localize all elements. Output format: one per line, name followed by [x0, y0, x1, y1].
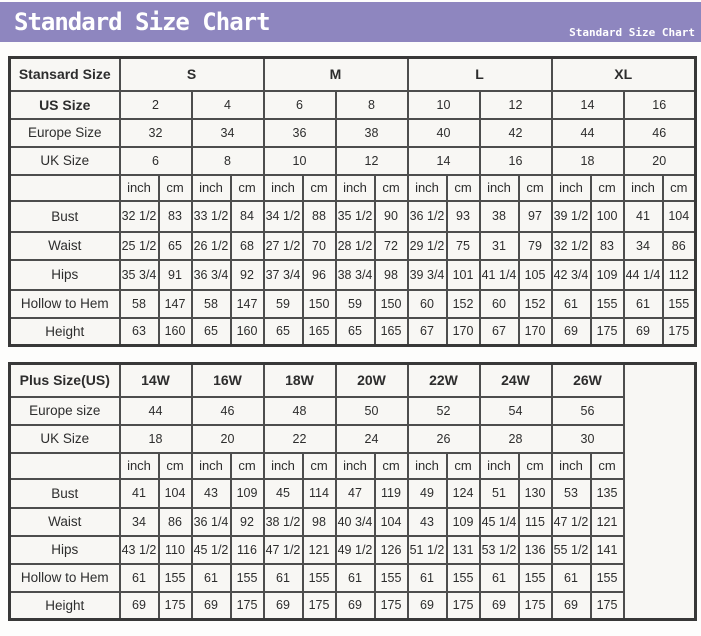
size-value: 12: [336, 147, 408, 175]
measurement-value: 68: [231, 232, 264, 260]
unit-header: cm: [303, 175, 336, 201]
size-group-header: S: [120, 58, 264, 91]
measurement-value: 60: [408, 290, 447, 318]
measurement-value: 109: [591, 260, 624, 290]
size-value: 36: [264, 119, 336, 147]
measurement-value: 43: [192, 479, 231, 508]
measurement-value: 160: [231, 318, 264, 346]
measurement-value: 91: [159, 260, 192, 290]
measurement-value: 32 1/2: [552, 232, 591, 260]
measurement-value: 155: [591, 290, 624, 318]
measurement-value: 67: [408, 318, 447, 346]
unit-header: inch: [408, 453, 447, 479]
measurement-value: 38 1/2: [264, 508, 303, 536]
size-value: 30: [552, 425, 624, 453]
measurement-value: 69: [120, 592, 159, 620]
measurement-value: 170: [447, 318, 480, 346]
measurement-value: 155: [375, 564, 408, 592]
size-value: 44: [552, 119, 624, 147]
table-row: [10, 536, 696, 564]
size-group-header: 20W: [336, 364, 408, 397]
measurement-value: 105: [519, 260, 552, 290]
table-row: [10, 147, 696, 175]
measurement-value: 49: [408, 479, 447, 508]
measurement-value: 49 1/2: [336, 536, 375, 564]
measurement-value: 160: [159, 318, 192, 346]
measurement-value: 55 1/2: [552, 536, 591, 564]
size-group-header: L: [408, 58, 552, 91]
measurement-value: 47: [336, 479, 375, 508]
measurement-value: 124: [447, 479, 480, 508]
measurement-value: 26 1/2: [192, 232, 231, 260]
measurement-value: 35 3/4: [120, 260, 159, 290]
measurement-value: 41: [120, 479, 159, 508]
unit-header: inch: [624, 175, 663, 201]
measurement-value: 61: [552, 564, 591, 592]
measurement-value: 152: [519, 290, 552, 318]
measurement-value: 65: [264, 318, 303, 346]
unit-header: cm: [591, 453, 624, 479]
measurement-value: 88: [303, 201, 336, 232]
measurement-value: 175: [663, 318, 696, 346]
unit-header: cm: [447, 453, 480, 479]
measurement-value: 39 3/4: [408, 260, 447, 290]
empty-column: [624, 364, 696, 620]
size-group-header: M: [264, 58, 408, 91]
measurement-value: 147: [159, 290, 192, 318]
table-row: [10, 260, 696, 290]
row-label: Height: [10, 592, 120, 620]
row-label: Europe size: [10, 397, 120, 425]
size-group-header: 24W: [480, 364, 552, 397]
unit-header: inch: [120, 175, 159, 201]
measurement-value: 165: [303, 318, 336, 346]
measurement-value: 141: [591, 536, 624, 564]
row-label: Hips: [10, 536, 120, 564]
size-value: 16: [480, 147, 552, 175]
measurement-value: 155: [663, 290, 696, 318]
row-label: Waist: [10, 508, 120, 536]
size-value: 18: [120, 425, 192, 453]
unit-header: cm: [231, 175, 264, 201]
measurement-value: 155: [591, 564, 624, 592]
size-value: 8: [192, 147, 264, 175]
measurement-value: 155: [231, 564, 264, 592]
table-row: [10, 364, 696, 397]
table-row: [10, 564, 696, 592]
unit-header: inch: [480, 175, 519, 201]
measurement-value: 147: [231, 290, 264, 318]
measurement-value: 114: [303, 479, 336, 508]
unit-header: inch: [192, 453, 231, 479]
measurement-value: 43 1/2: [120, 536, 159, 564]
measurement-value: 58: [120, 290, 159, 318]
size-value: 56: [552, 397, 624, 425]
measurement-value: 59: [264, 290, 303, 318]
table-row: [10, 397, 696, 425]
unit-header: cm: [231, 453, 264, 479]
measurement-value: 175: [591, 592, 624, 620]
unit-header: cm: [591, 175, 624, 201]
table-row: [10, 508, 696, 536]
measurement-value: 150: [375, 290, 408, 318]
measurement-value: 101: [447, 260, 480, 290]
measurement-value: 116: [231, 536, 264, 564]
measurement-value: 25 1/2: [120, 232, 159, 260]
measurement-value: 93: [447, 201, 480, 232]
table-row: [10, 175, 696, 201]
row-label: UK Size: [10, 425, 120, 453]
unit-header: cm: [159, 175, 192, 201]
measurement-value: 69: [408, 592, 447, 620]
row-label: Hips: [10, 260, 120, 290]
measurement-value: 155: [303, 564, 336, 592]
measurement-value: 35 1/2: [336, 201, 375, 232]
measurement-value: 61: [120, 564, 159, 592]
measurement-value: 69: [480, 592, 519, 620]
unit-header: inch: [336, 453, 375, 479]
unit-header: inch: [552, 175, 591, 201]
measurement-value: 121: [591, 508, 624, 536]
measurement-value: 44 1/4: [624, 260, 663, 290]
size-value: 22: [264, 425, 336, 453]
table-row: [10, 479, 696, 508]
size-group-header: XL: [552, 58, 696, 91]
measurement-value: 61: [408, 564, 447, 592]
unit-header: cm: [519, 453, 552, 479]
measurement-value: 45 1/4: [480, 508, 519, 536]
row-label: Waist: [10, 232, 120, 260]
measurement-value: 70: [303, 232, 336, 260]
measurement-value: 100: [591, 201, 624, 232]
measurement-value: 175: [447, 592, 480, 620]
size-value: 54: [480, 397, 552, 425]
measurement-value: 90: [375, 201, 408, 232]
measurement-value: 69: [336, 592, 375, 620]
measurement-value: 86: [159, 508, 192, 536]
size-value: 10: [408, 91, 480, 119]
size-value: 26: [408, 425, 480, 453]
size-value: 46: [624, 119, 696, 147]
size-group-header: 18W: [264, 364, 336, 397]
measurement-value: 112: [663, 260, 696, 290]
measurement-value: 69: [624, 318, 663, 346]
measurement-value: 36 1/2: [408, 201, 447, 232]
measurement-value: 34 1/2: [264, 201, 303, 232]
size-value: 4: [192, 91, 264, 119]
size-value: 20: [192, 425, 264, 453]
size-value: 8: [336, 91, 408, 119]
size-value: 28: [480, 425, 552, 453]
table-row: [10, 453, 696, 479]
table-row: [10, 91, 696, 119]
size-value: 38: [336, 119, 408, 147]
measurement-value: 65: [159, 232, 192, 260]
size-value: 52: [408, 397, 480, 425]
unit-header: inch: [480, 453, 519, 479]
unit-header: cm: [447, 175, 480, 201]
measurement-value: 69: [552, 318, 591, 346]
measurement-value: 34: [624, 232, 663, 260]
size-value: 16: [624, 91, 696, 119]
measurement-value: 121: [303, 536, 336, 564]
row-label: Height: [10, 318, 120, 346]
measurement-value: 98: [303, 508, 336, 536]
measurement-value: 63: [120, 318, 159, 346]
row-label: Bust: [10, 479, 120, 508]
measurement-value: 84: [231, 201, 264, 232]
measurement-value: 72: [375, 232, 408, 260]
measurement-value: 130: [519, 479, 552, 508]
measurement-value: 42 3/4: [552, 260, 591, 290]
unit-header: inch: [192, 175, 231, 201]
measurement-value: 36 3/4: [192, 260, 231, 290]
table-row: [10, 318, 696, 346]
measurement-value: 136: [519, 536, 552, 564]
measurement-value: 61: [336, 564, 375, 592]
measurement-value: 83: [591, 232, 624, 260]
unit-header: cm: [519, 175, 552, 201]
measurement-value: 38: [480, 201, 519, 232]
measurement-value: 175: [591, 318, 624, 346]
unit-header: inch: [120, 453, 159, 479]
table-row: [10, 290, 696, 318]
unit-header: cm: [375, 175, 408, 201]
measurement-value: 47 1/2: [552, 508, 591, 536]
unit-header: cm: [375, 453, 408, 479]
size-group-header: 26W: [552, 364, 624, 397]
measurement-value: 175: [159, 592, 192, 620]
title-banner: [0, 2, 701, 42]
measurement-value: 86: [663, 232, 696, 260]
measurement-value: 37 3/4: [264, 260, 303, 290]
plus-size-table: [8, 362, 697, 621]
measurement-value: 51: [480, 479, 519, 508]
size-value: 20: [624, 147, 696, 175]
measurement-value: 109: [231, 479, 264, 508]
size-value: 14: [408, 147, 480, 175]
size-value: 10: [264, 147, 336, 175]
size-value: 14: [552, 91, 624, 119]
row-label: US Size: [10, 91, 120, 119]
measurement-value: 104: [375, 508, 408, 536]
units-row-label: [10, 453, 120, 479]
units-row-label: [10, 175, 120, 201]
measurement-value: 28 1/2: [336, 232, 375, 260]
measurement-value: 69: [552, 592, 591, 620]
unit-header: cm: [663, 175, 696, 201]
measurement-value: 110: [159, 536, 192, 564]
measurement-value: 67: [480, 318, 519, 346]
measurement-value: 83: [159, 201, 192, 232]
measurement-value: 40 3/4: [336, 508, 375, 536]
measurement-value: 109: [447, 508, 480, 536]
measurement-value: 65: [192, 318, 231, 346]
row-label: Bust: [10, 201, 120, 232]
measurement-value: 150: [303, 290, 336, 318]
measurement-value: 92: [231, 260, 264, 290]
size-system-header: Plus Size(US): [10, 364, 120, 397]
size-value: 2: [120, 91, 192, 119]
measurement-value: 135: [591, 479, 624, 508]
row-label: UK Size: [10, 147, 120, 175]
measurement-value: 119: [375, 479, 408, 508]
unit-header: inch: [408, 175, 447, 201]
measurement-value: 51 1/2: [408, 536, 447, 564]
measurement-value: 104: [663, 201, 696, 232]
measurement-value: 27 1/2: [264, 232, 303, 260]
measurement-value: 45 1/2: [192, 536, 231, 564]
table-row: [10, 119, 696, 147]
size-group-header: 16W: [192, 364, 264, 397]
size-value: 18: [552, 147, 624, 175]
size-group-header: 22W: [408, 364, 480, 397]
unit-header: cm: [303, 453, 336, 479]
unit-header: inch: [336, 175, 375, 201]
measurement-value: 155: [519, 564, 552, 592]
measurement-value: 170: [519, 318, 552, 346]
size-value: 50: [336, 397, 408, 425]
size-value: 42: [480, 119, 552, 147]
measurement-value: 61: [264, 564, 303, 592]
measurement-value: 175: [231, 592, 264, 620]
measurement-value: 61: [552, 290, 591, 318]
row-label: Europe Size: [10, 119, 120, 147]
page-title: Standard Size Chart: [14, 8, 270, 36]
unit-header: cm: [159, 453, 192, 479]
measurement-value: 47 1/2: [264, 536, 303, 564]
unit-header: inch: [552, 453, 591, 479]
table-row: [10, 58, 696, 91]
measurement-value: 32 1/2: [120, 201, 159, 232]
measurement-value: 36 1/4: [192, 508, 231, 536]
measurement-value: 59: [336, 290, 375, 318]
measurement-value: 53: [552, 479, 591, 508]
measurement-value: 60: [480, 290, 519, 318]
table-row: [10, 425, 696, 453]
measurement-value: 175: [375, 592, 408, 620]
size-value: 48: [264, 397, 336, 425]
measurement-value: 61: [480, 564, 519, 592]
measurement-value: 33 1/2: [192, 201, 231, 232]
measurement-value: 34: [120, 508, 159, 536]
measurement-value: 165: [375, 318, 408, 346]
measurement-value: 98: [375, 260, 408, 290]
measurement-value: 69: [192, 592, 231, 620]
size-value: 32: [120, 119, 192, 147]
measurement-value: 131: [447, 536, 480, 564]
unit-header: inch: [264, 453, 303, 479]
size-group-header: 14W: [120, 364, 192, 397]
measurement-value: 155: [159, 564, 192, 592]
measurement-value: 61: [624, 290, 663, 318]
measurement-value: 175: [303, 592, 336, 620]
measurement-value: 69: [264, 592, 303, 620]
size-value: 46: [192, 397, 264, 425]
size-value: 44: [120, 397, 192, 425]
table-row: [10, 232, 696, 260]
measurement-value: 175: [519, 592, 552, 620]
size-value: 40: [408, 119, 480, 147]
page-subtitle: Standard Size Chart: [569, 26, 695, 39]
size-system-header: Stansard Size: [10, 58, 120, 91]
standard-size-table: [8, 56, 697, 347]
measurement-value: 97: [519, 201, 552, 232]
size-value: 34: [192, 119, 264, 147]
measurement-value: 152: [447, 290, 480, 318]
size-value: 24: [336, 425, 408, 453]
measurement-value: 92: [231, 508, 264, 536]
measurement-value: 96: [303, 260, 336, 290]
measurement-value: 75: [447, 232, 480, 260]
measurement-value: 115: [519, 508, 552, 536]
measurement-value: 29 1/2: [408, 232, 447, 260]
measurement-value: 126: [375, 536, 408, 564]
table-row: [10, 201, 696, 232]
measurement-value: 41 1/4: [480, 260, 519, 290]
row-label: Hollow to Hem: [10, 564, 120, 592]
measurement-value: 155: [447, 564, 480, 592]
row-label: Hollow to Hem: [10, 290, 120, 318]
measurement-value: 39 1/2: [552, 201, 591, 232]
measurement-value: 79: [519, 232, 552, 260]
measurement-value: 104: [159, 479, 192, 508]
unit-header: inch: [264, 175, 303, 201]
measurement-value: 43: [408, 508, 447, 536]
measurement-value: 61: [192, 564, 231, 592]
measurement-value: 58: [192, 290, 231, 318]
measurement-value: 38 3/4: [336, 260, 375, 290]
measurement-value: 31: [480, 232, 519, 260]
measurement-value: 65: [336, 318, 375, 346]
size-value: 6: [120, 147, 192, 175]
measurement-value: 41: [624, 201, 663, 232]
size-value: 12: [480, 91, 552, 119]
measurement-value: 45: [264, 479, 303, 508]
size-value: 6: [264, 91, 336, 119]
table-row: [10, 592, 696, 620]
measurement-value: 53 1/2: [480, 536, 519, 564]
